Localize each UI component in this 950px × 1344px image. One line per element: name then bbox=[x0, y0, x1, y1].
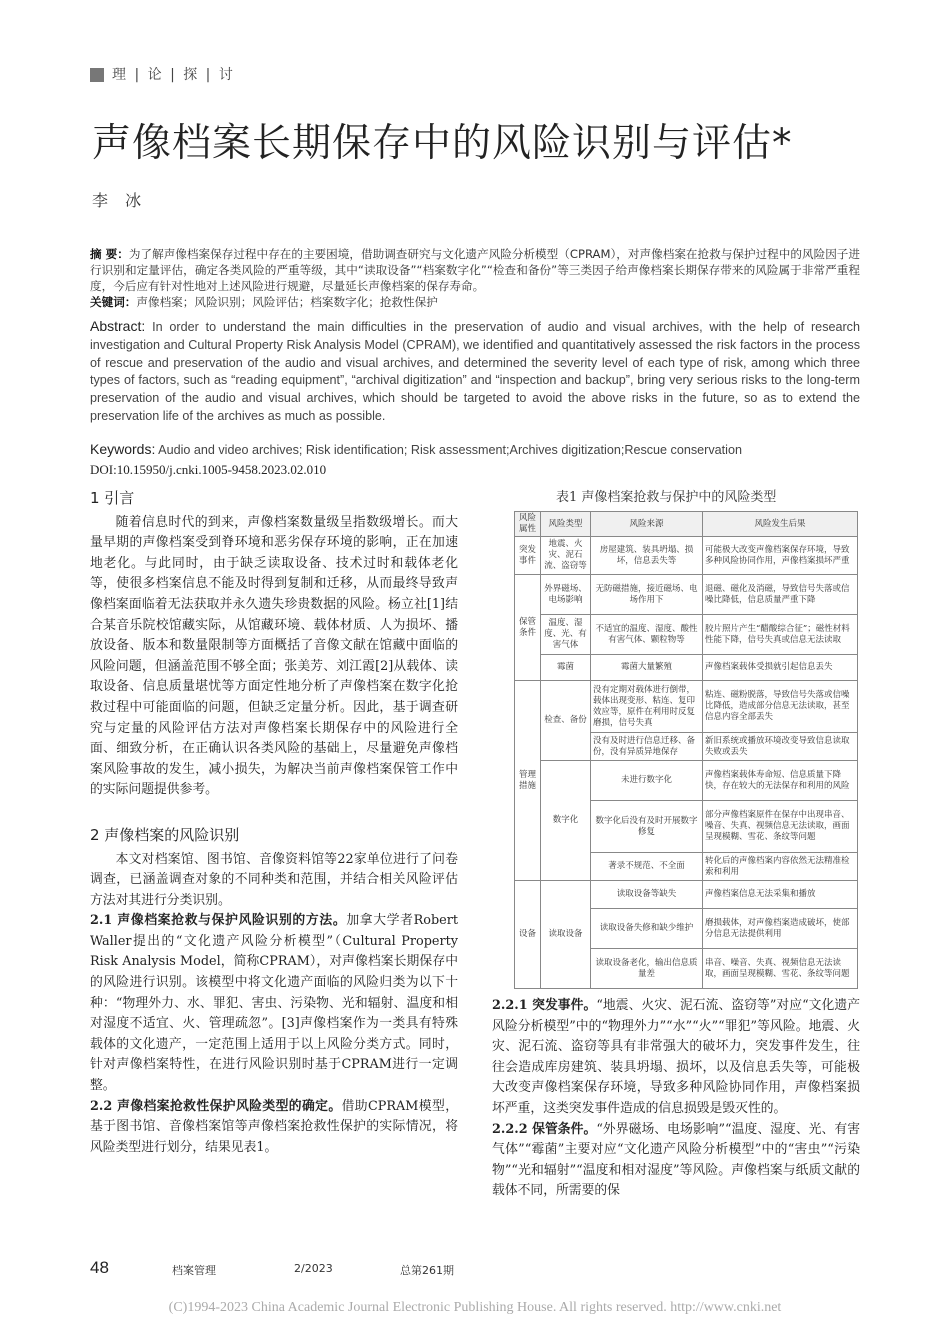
risk-result-cell: 退磁、磁化及消磁，导致信号失落或信噪比降低，信息质量严重下降 bbox=[703, 575, 858, 615]
risk-attribute-cell: 设备 bbox=[515, 881, 541, 989]
table-header-cell: 风险类型 bbox=[541, 512, 591, 537]
section-2-heading: 2 声像档案的风险识别 bbox=[90, 825, 240, 844]
issue-number: 2/2023 bbox=[294, 1262, 333, 1275]
section-2-paragraph: 本文对档案馆、图书馆、音像资料馆等22家单位进行了问卷调查，已涵盖调查对象的不同种类和范围，并结合相关风险评估方法对其进行分类识别。 bbox=[90, 851, 458, 908]
section-2-2-1 bbox=[492, 996, 860, 1120]
abstract-en-label: Abstract: bbox=[90, 318, 146, 334]
risk-type-cell: 数字化 bbox=[541, 761, 591, 881]
section-2-2-2-text: “外界磁场、电场影响”“温度、湿度、光、有害气体”“霉菌”主要对应“文化遗产风险分析模型”中的“害虫”“污染物”“光和辐射”“温度和相对湿度”等风险。声像档案与纸质文献的载体不同，所需要的保 bbox=[492, 1121, 861, 1199]
section-marker bbox=[90, 68, 104, 82]
keywords-label: 关键词： bbox=[90, 295, 137, 309]
section-2-2 bbox=[90, 1097, 458, 1159]
abstract-en bbox=[90, 318, 860, 426]
journal-name: 档案管理 bbox=[172, 1264, 216, 1277]
table-row bbox=[515, 761, 858, 801]
risk-source-cell: 不适宜的温度、湿度、酸性有害气体、颗粒物等 bbox=[591, 615, 703, 655]
risk-result-cell: 串音、噪音、失真、视频信息无法读取，画面呈现模糊、雪花、条纹等问题 bbox=[703, 949, 858, 989]
keywords-en bbox=[90, 441, 870, 457]
section-1-heading: 1 引言 bbox=[90, 489, 135, 507]
risk-result-cell: 声像档案载体受损就引起信息丢失 bbox=[703, 655, 858, 681]
risk-attribute-cell: 突发事件 bbox=[515, 537, 541, 575]
keywords-en-text: Audio and video archives; Risk identification; Risk assessment;Archives digitization;Rescue conservation bbox=[155, 443, 742, 457]
risk-source-cell: 未进行数字化 bbox=[591, 761, 703, 801]
author: 李 冰 bbox=[92, 191, 148, 210]
article-title: 声像档案长期保存中的风险识别与评估* bbox=[92, 121, 793, 166]
table-header-cell: 风险属性 bbox=[515, 512, 541, 537]
risk-source-cell: 读取设备等缺失 bbox=[591, 881, 703, 909]
table-header-cell: 风险来源 bbox=[591, 512, 703, 537]
abstract-block bbox=[90, 246, 860, 310]
risk-result-cell: 部分声像档案原件在保存中出现串音、噪音、失真、视频信息无法读取，画面呈现模糊、雪花、条纹等问题 bbox=[703, 801, 858, 853]
keywords-text: 声像档案；风险识别；风险评估；档案数字化；抢救性保护 bbox=[136, 295, 438, 309]
section-2-1-heading: 2.1 声像档案抢救与保护风险识别的方法。 bbox=[90, 913, 347, 929]
table-row bbox=[515, 615, 858, 655]
risk-result-cell: 胶片照片产生“醋酸综合征”；磁性材料性能下降，信号失真或信息无法读取 bbox=[703, 615, 858, 655]
risk-type-cell: 外界磁场、电场影响 bbox=[541, 575, 591, 615]
table-row bbox=[515, 655, 858, 681]
risk-source-cell: 读取设备失修和缺少维护 bbox=[591, 909, 703, 949]
section-2-2-text: 借助CPRAM模型，基于图书馆、音像档案馆等声像档案抢救性保护的实际情况，将风险类型进行划分，结果见表1。 bbox=[90, 1098, 458, 1155]
abstract-cn bbox=[90, 246, 860, 294]
total-issue: 总第261期 bbox=[400, 1264, 454, 1277]
risk-source-cell: 著录不规范、不全面 bbox=[591, 853, 703, 881]
copyright-watermark: (C)1994-2023 China Academic Journal Electronic Publishing House. All rights reserved. http://www.cnki.net bbox=[168, 1300, 782, 1315]
table-header-row bbox=[515, 512, 858, 537]
risk-table bbox=[514, 511, 858, 989]
risk-source-cell: 读取设备老化，输出信息质量差 bbox=[591, 949, 703, 989]
section-2-2-heading: 2.2 声像档案抢救性保护风险类型的确定。 bbox=[90, 1098, 342, 1114]
abstract-en-text: In order to understand the main difficulties in the preservation of audio and visual archives, with the help of research investigation and Cultural Property Risk Analysis Model (CPRAM), we identified and quantitatively assessed the risk factors in the process of rescue and preservation of the audio and visual archives, and determined the severity level of each type of risk, among which three types of factors, such as “reading equipment”, “archival digitization” and “inspection and backup”, bring very serious risks to the long-term preservation of the audio and visual archives, which should be targeted to avoid the above risks in the future, so as to extend the preservation life of the archives as much as possible. bbox=[90, 320, 860, 423]
table-caption: 表1 声像档案抢救与保护中的风险类型 bbox=[556, 490, 777, 505]
section-2-1 bbox=[90, 911, 458, 1096]
page-number: 48 bbox=[90, 1258, 109, 1277]
abstract-text: 为了解声像档案保存过程中存在的主要困境，借助调查研究与文化遗产风险分析模型（CPRAM），对声像档案在抢救与保护过程中的风险因子进行识别和定量评估，确定各类风险的严重等级，其中“读取设备”“档案数字化”“检查和备份”等三类因子给声像档案长期保存带来的风险属于非常严重程度，今后应有针对性地对上述风险进行规避，尽量延长声像档案的保存寿命。 bbox=[90, 247, 860, 293]
section-1-paragraph: 随着信息时代的到来，声像档案数量级呈指数级增长。而大量早期的声像档案受到脊环境和恶劣保存环境的影响，正在加速地老化。与此同时，由于缺乏读取设备、技术过时和载体老化等，使很多档案信息不能及时得到复制和迁移，从而最终导致声像档案面临着无法获取并永久遗失珍贵数据的风险。杨立社[1]结合某音乐院校馆藏实际，从馆藏环境、载体材质、人为损坏、播放设备、版本和数量限制等方面概括了音像文献在馆藏中面临的风险问题，但涵盖范围不够全面；张美芳、刘江霞[2]从载体、读取设备、信息质量堪忧等方面定性地分析了声像档案在数字化抢救过程中可能面临的问题，但缺乏定量分析。因此，基于调查研究与定量的风险评估方法对声像档案长期保存中的风险进行全面、细致分析，在正确认识各类风险的基础上，尽量避免声像档案风险事故的发生，减小损失，为解决当前声像档案保管工作中的实际问题提供参考。 bbox=[90, 514, 458, 798]
table-row bbox=[515, 537, 858, 575]
risk-result-cell: 可能极大改变声像档案保存环境，导致多种风险协同作用，声像档案损坏严重 bbox=[703, 537, 858, 575]
table-header-cell: 风险发生后果 bbox=[703, 512, 858, 537]
keywords-cn bbox=[90, 294, 860, 310]
doi: DOI:10.15950/j.cnki.1005-9458.2023.02.010 bbox=[90, 462, 327, 477]
risk-result-cell: 声像档案信息无法采集和播放 bbox=[703, 881, 858, 909]
risk-source-cell: 霉菌大量繁殖 bbox=[591, 655, 703, 681]
risk-type-cell: 霉菌 bbox=[541, 655, 591, 681]
right-column bbox=[492, 996, 860, 1202]
risk-source-cell: 没有及时进行信息迁移、备份，没有异质异地保存 bbox=[591, 733, 703, 761]
section-label: 理 | 论 | 探 | 讨 bbox=[112, 67, 235, 83]
risk-result-cell: 转化后的声像档案内容依然无法精准检索和利用 bbox=[703, 853, 858, 881]
table-row bbox=[515, 881, 858, 909]
abstract-label: 摘 要： bbox=[90, 247, 129, 261]
left-column bbox=[90, 488, 458, 1158]
risk-result-cell: 新旧系统或播放环境改变导致信息读取失败或丢失 bbox=[703, 733, 858, 761]
section-2-2-2 bbox=[492, 1120, 860, 1202]
table-row bbox=[515, 681, 858, 733]
risk-type-cell: 温度、湿度、光、有害气体 bbox=[541, 615, 591, 655]
risk-source-cell: 没有定期对载体进行倒带，载体出现变形、粘连、复印效应等，原件在利用时反复磨损，信号失真 bbox=[591, 681, 703, 733]
risk-result-cell: 声像档案载体寿命短、信息质量下降快，存在较大的无法保存和利用的风险 bbox=[703, 761, 858, 801]
risk-type-cell: 检查、备份 bbox=[541, 681, 591, 761]
section-2-2-1-heading: 2.2.1 突发事件。 bbox=[492, 998, 597, 1013]
keywords-en-label: Keywords: bbox=[90, 441, 156, 457]
risk-result-cell: 粘连、磁粉脱落，导致信号失落或信噪比降低，造成部分信息无法读取，甚至信息内容全部丢失 bbox=[703, 681, 858, 733]
risk-type-cell: 读取设备 bbox=[541, 881, 591, 989]
table-row bbox=[515, 575, 858, 615]
risk-attribute-cell: 管理措施 bbox=[515, 681, 541, 881]
risk-attribute-cell: 保管条件 bbox=[515, 575, 541, 681]
risk-source-cell: 无防磁措施，接近磁场、电场作用下 bbox=[591, 575, 703, 615]
section-2-2-2-heading: 2.2.2 保管条件。 bbox=[492, 1121, 597, 1137]
risk-source-cell: 数字化后没有及时开展数字修复 bbox=[591, 801, 703, 853]
risk-type-cell: 地震、火灾、泥石流、盗窃等 bbox=[541, 537, 591, 575]
section-2-1-text: 加拿大学者Robert Waller提出的“文化遗产风险分析模型”（Cultural Property Risk Analysis Model，简称CPRAM），对声像档案长期保存中的风险进行识别。该模型中将文化遗产面临的风险归类为以下十种：“物理外力、水、罪犯、害虫、污染物、光和辐射、温度和相对湿度不适宜、火、管理疏忽”。[3]声像档案作为一类具有特殊载体的文化遗产，一定范围上适用于以上风险分类方式。同时，针对声像档案特性，在进行风险识别时基于CPRAM进行一定调整。 bbox=[90, 913, 459, 1094]
risk-source-cell: 房屋建筑、装具坍塌、损坏，信息丢失等 bbox=[591, 537, 703, 575]
section-2-2-1-text: “地震、火灾、泥石流、盗窃等”对应“文化遗产风险分析模型”中的“物理外力”“水”“火”“罪犯”等风险。地震、火灾、泥石流、盗窃等具有非常强大的破坏力，突发事件发生，往往会造成库房建筑、装具坍塌、损坏，以及信息丢失等，可能极大改变声像档案保存环境，导致多种风险协同作用，声像档案损坏严重，这类突发事件造成的信息损毁是毁灭性的。 bbox=[492, 998, 860, 1116]
risk-result-cell: 磨损载体，对声像档案造成破坏，使部分信息无法提供利用 bbox=[703, 909, 858, 949]
